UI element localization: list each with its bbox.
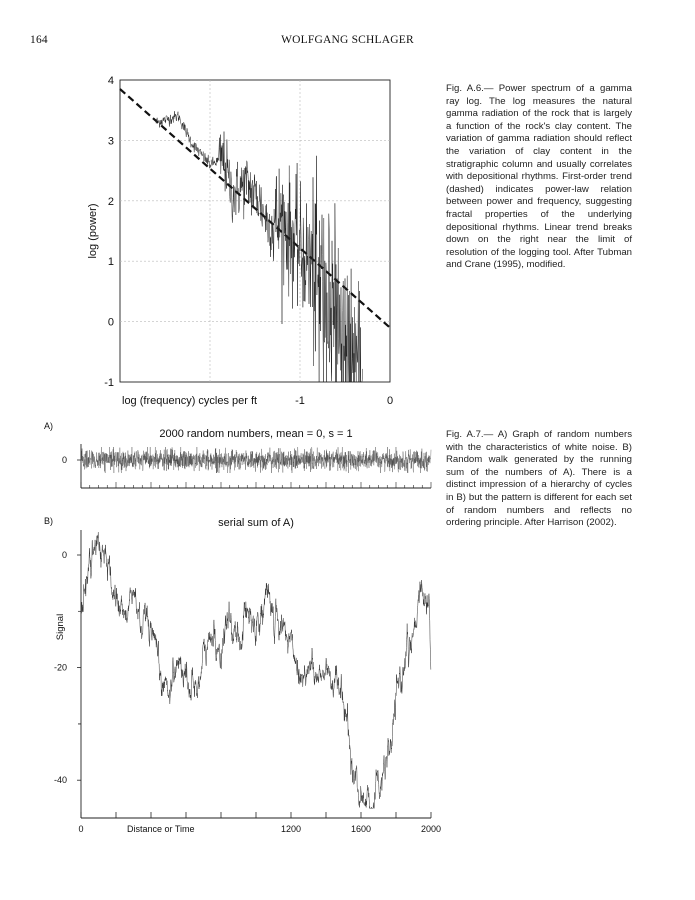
caption-fig-a7: Fig. A.7.— A) Graph of random numbers with the characteristics of white noise. B) Random walk generated by the running sum of the numbers of A). There is a distinct impression of a hierarchy of cycles in B) but the pattern is different for each set of random numbers and reflects no ordering principle. After Harrison (2002). [446,429,632,529]
fig-a6-x-tick-label: 0 [386,395,394,407]
fig-a6-spectrum-line [156,111,363,382]
fig-a6-x-axis-label: log (frequency) cycles per ft [122,395,258,407]
fig-a7-panel-b [44,516,441,834]
running-head: WOLFGANG SCHLAGER [281,34,414,46]
fig-a7-b-x-tick-label: 2000 [420,824,442,834]
fig-a7-b-y-tick-label: -20 [53,662,67,673]
fig-a7-panel-b-label: B) [44,516,53,526]
fig-a6-y-tick-label: 3 [107,135,114,148]
fig-a7-b-x-tick-label: 1200 [280,824,302,834]
fig-a6-y-tick-label: 4 [107,75,114,87]
fig-a6-y-axis-label: log (power) [87,203,99,259]
fig-a6-y-tick-label: -1 [104,377,114,389]
fig-a6-y-tick-label: 0 [107,316,114,329]
fig-a6-y-tick-label: 2 [107,195,114,208]
fig-a7-b-x-tick-label: 1600 [350,824,372,834]
fig-a7-panel-a-series [81,447,431,473]
fig-a7-a-y-tick-label: 0 [61,455,67,465]
page-number: 164 [30,34,48,46]
fig-a7-b-random-walk-line [81,532,431,808]
fig-a7-b-y-tick-label: 0 [61,550,67,560]
fig-a7-a-noise-line [81,447,431,473]
fig-a7-panel-b-title: serial sum of A) [218,517,294,529]
fig-a7-panel-b-series [81,532,431,808]
fig-a6-series [120,89,390,382]
fig-a6-power-spectrum [87,75,393,407]
fig-a7-panel-b-y-axis-label: Signal [55,613,66,641]
fig-a7-panel-b-x-axis-label: Distance or Time [127,824,195,834]
fig-a7-b-x-tick-label: 0 [78,824,84,834]
fig-a7-panel-a-title: 2000 random numbers, mean = 0, s = 1 [159,428,353,440]
caption-fig-a6: Fig. A.6.— Power spectrum of a gamma ray log. The log measures the natural gamma radiation of the rock that is largely a function of the rock's clay content. The variation of gamma radiation should reflect the variation of clay content in the stratigraphic column and usually correlates with depositional rhythms. First-order trend (dashed) indicates power-law relation between power and frequency, suggesting fractal properties of the underlying depositional rhythms. Linear trend breaks down on the right near the limit of resolution of the logging tool. After Tubman and Crane (1995), modified. [446,83,632,271]
fig-a6-x-tick-label: -1 [295,395,305,407]
fig-a7-panel-a [44,421,431,488]
fig-a6-y-tick-label: 1 [107,256,114,269]
fig-a7-panel-a-label: A) [44,421,53,431]
fig-a7-b-y-tick-label: -40 [53,775,67,786]
